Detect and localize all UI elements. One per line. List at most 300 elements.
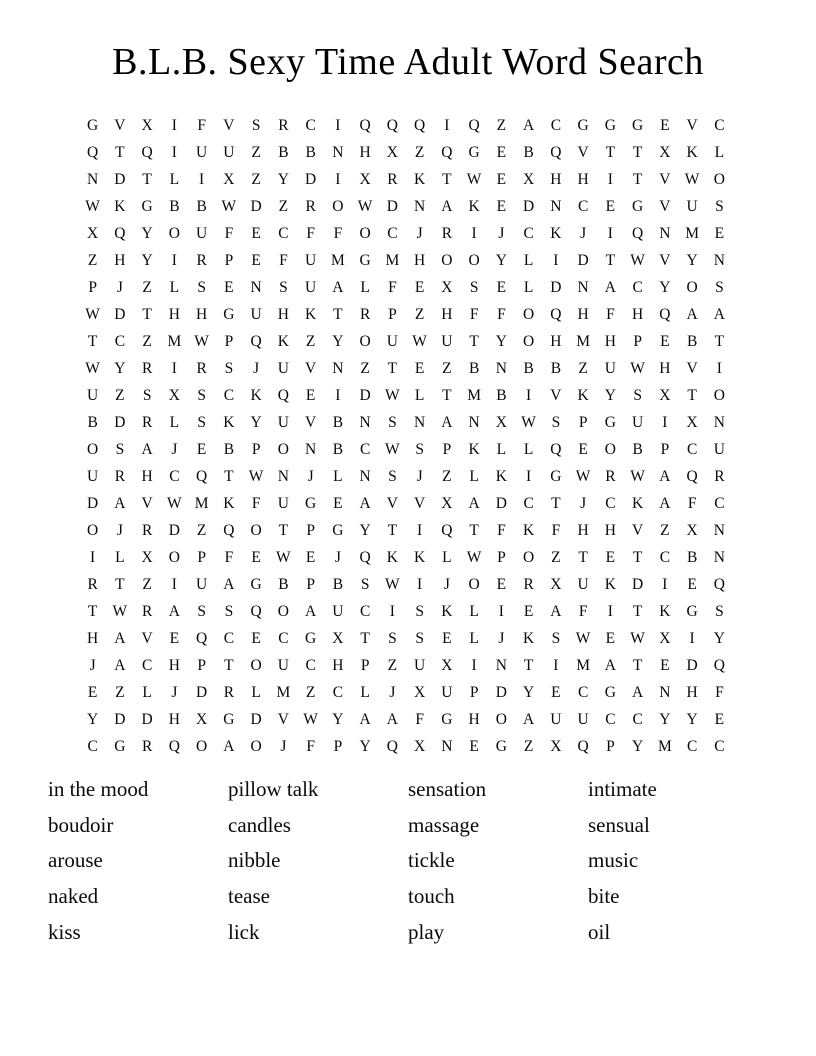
- grid-letter-r12-c18: S: [551, 413, 561, 431]
- grid-letter-r4-c13: N: [414, 197, 426, 215]
- grid-letter-r24-c12: Q: [386, 737, 398, 755]
- grid-letter-r5-c1: X: [87, 224, 99, 242]
- grid-letter-r12-c6: K: [223, 413, 235, 431]
- grid-letter-r14-c16: K: [495, 467, 507, 485]
- grid-letter-r21-c8: U: [277, 656, 289, 674]
- grid-letter-r7-c18: D: [550, 278, 562, 296]
- grid-letter-r9-c12: U: [386, 332, 398, 350]
- grid-letter-r11-c20: Y: [604, 386, 616, 404]
- grid-letter-r20-c12: S: [388, 629, 397, 647]
- word-list-column-4: [588, 772, 768, 950]
- grid-letter-r2-c14: Q: [441, 143, 453, 161]
- grid-letter-r14-c14: Z: [442, 467, 452, 485]
- grid-letter-r4-c18: N: [550, 197, 562, 215]
- grid-letter-r14-c11: N: [359, 467, 371, 485]
- grid-letter-r19-c6: S: [224, 602, 234, 620]
- grid-letter-r17-c22: C: [659, 548, 671, 566]
- grid-letter-r20-c20: E: [605, 629, 616, 647]
- grid-letter-r5-c3: Y: [141, 224, 153, 242]
- grid-letter-r17-c2: L: [115, 548, 125, 566]
- grid-letter-r13-c9: N: [305, 440, 317, 458]
- grid-letter-r22-c6: R: [223, 683, 235, 701]
- grid-letter-r4-c2: K: [114, 197, 126, 215]
- grid-letter-r3-c17: X: [523, 170, 535, 188]
- grid-letter-r23-c15: H: [468, 710, 480, 728]
- grid-letter-r3-c16: E: [496, 170, 507, 188]
- grid-letter-r6-c10: M: [330, 251, 345, 269]
- grid-letter-r2-c21: T: [632, 143, 643, 161]
- grid-letter-r12-c19: P: [578, 413, 588, 431]
- grid-letter-r24-c14: N: [441, 737, 453, 755]
- word-item-bite: bite: [588, 884, 620, 909]
- grid-letter-r1-c17: A: [523, 116, 535, 134]
- grid-letter-r4-c17: D: [523, 197, 535, 215]
- grid-letter-r7-c11: L: [360, 278, 370, 296]
- grid-letter-r12-c2: D: [114, 413, 126, 431]
- grid-letter-r12-c15: N: [468, 413, 480, 431]
- grid-letter-r15-c1: D: [87, 494, 99, 512]
- grid-letter-r3-c21: T: [632, 170, 643, 188]
- grid-letter-r15-c4: W: [167, 494, 182, 512]
- grid-letter-r8-c15: F: [469, 305, 479, 323]
- grid-letter-r6-c6: P: [224, 251, 234, 269]
- grid-letter-r6-c5: R: [196, 251, 207, 269]
- word-item-candles: candles: [228, 812, 291, 837]
- grid-letter-r14-c3: H: [141, 467, 153, 485]
- grid-letter-r9-c11: O: [359, 332, 371, 350]
- grid-letter-r16-c6: Q: [223, 521, 235, 539]
- grid-letter-r8-c14: H: [441, 305, 453, 323]
- grid-letter-r17-c8: W: [276, 548, 291, 566]
- grid-letter-r1-c21: G: [632, 116, 644, 134]
- grid-letter-r4-c21: G: [632, 197, 644, 215]
- grid-letter-r2-c20: T: [605, 143, 616, 161]
- grid-letter-r7-c16: E: [496, 278, 507, 296]
- grid-letter-r2-c16: E: [496, 143, 507, 161]
- grid-letter-r20-c23: I: [689, 629, 695, 647]
- grid-letter-r17-c21: T: [632, 548, 643, 566]
- grid-letter-r6-c7: E: [251, 251, 261, 269]
- grid-letter-r15-c12: V: [386, 494, 398, 512]
- grid-letter-r24-c18: X: [550, 737, 562, 755]
- grid-letter-r23-c23: Y: [686, 710, 698, 728]
- grid-letter-r4-c10: O: [332, 197, 344, 215]
- grid-letter-r16-c19: H: [577, 521, 589, 539]
- grid-letter-r9-c1: T: [87, 332, 98, 350]
- word-item-sensation: sensation: [408, 777, 487, 802]
- grid-letter-r23-c24: E: [714, 710, 725, 728]
- grid-letter-r17-c6: F: [224, 548, 234, 566]
- grid-letter-r17-c18: Z: [551, 548, 561, 566]
- grid-letter-r1-c7: S: [251, 116, 261, 134]
- grid-letter-r15-c7: F: [251, 494, 261, 512]
- grid-letter-r3-c10: I: [335, 170, 341, 188]
- grid-letter-r15-c5: M: [194, 494, 209, 512]
- grid-letter-r20-c21: W: [630, 629, 645, 647]
- grid-letter-r18-c24: Q: [713, 575, 725, 593]
- grid-letter-r15-c21: K: [632, 494, 644, 512]
- grid-letter-r22-c24: F: [715, 683, 724, 701]
- grid-letter-r16-c10: G: [332, 521, 344, 539]
- grid-letter-r14-c12: S: [388, 467, 397, 485]
- grid-letter-r1-c12: Q: [386, 116, 398, 134]
- grid-letter-r16-c24: N: [713, 521, 725, 539]
- grid-letter-r19-c11: C: [359, 602, 371, 620]
- grid-letter-r6-c15: O: [468, 251, 480, 269]
- grid-letter-r1-c3: X: [141, 116, 153, 134]
- grid-letter-r15-c20: C: [605, 494, 616, 512]
- grid-letter-r22-c16: D: [495, 683, 507, 701]
- grid-letter-r13-c22: P: [660, 440, 670, 458]
- grid-letter-r3-c18: H: [550, 170, 562, 188]
- grid-letter-r3-c19: H: [577, 170, 589, 188]
- grid-letter-r14-c8: N: [277, 467, 289, 485]
- grid-letter-r14-c2: R: [114, 467, 126, 485]
- grid-letter-r22-c1: E: [87, 683, 98, 701]
- grid-letter-r13-c15: K: [468, 440, 480, 458]
- grid-letter-r24-c5: O: [196, 737, 208, 755]
- grid-letter-r12-c17: W: [521, 413, 536, 431]
- grid-letter-r16-c2: J: [116, 521, 123, 539]
- word-item-play: play: [408, 919, 445, 944]
- grid-letter-r8-c12: P: [388, 305, 397, 323]
- word-item-intimate: intimate: [588, 777, 657, 802]
- grid-letter-r19-c3: R: [141, 602, 153, 620]
- grid-letter-r12-c14: A: [441, 413, 453, 431]
- grid-letter-r1-c5: F: [197, 116, 206, 134]
- grid-letter-r3-c11: X: [359, 170, 371, 188]
- grid-letter-r6-c21: W: [630, 251, 645, 269]
- grid-letter-r9-c23: B: [686, 332, 698, 350]
- grid-letter-r1-c13: Q: [414, 116, 426, 134]
- grid-letter-r6-c17: L: [523, 251, 534, 269]
- grid-letter-r10-c15: B: [468, 359, 480, 377]
- grid-letter-r10-c4: I: [171, 359, 177, 377]
- grid-letter-r19-c22: K: [659, 602, 671, 620]
- grid-letter-r24-c15: E: [469, 737, 479, 755]
- grid-letter-r15-c17: C: [523, 494, 534, 512]
- grid-letter-r5-c10: F: [333, 224, 343, 242]
- grid-letter-r19-c12: I: [389, 602, 395, 620]
- word-item-massage: massage: [408, 812, 480, 837]
- grid-letter-r21-c6: T: [224, 656, 234, 674]
- grid-letter-r19-c17: E: [523, 602, 534, 620]
- grid-letter-r4-c23: U: [686, 197, 698, 215]
- grid-letter-r1-c1: G: [87, 116, 99, 134]
- grid-letter-r4-c11: W: [357, 197, 373, 215]
- grid-letter-r4-c5: B: [196, 197, 207, 215]
- grid-letter-r16-c23: X: [686, 521, 698, 539]
- grid-letter-r17-c11: Q: [359, 548, 371, 566]
- grid-letter-r21-c1: J: [89, 656, 96, 674]
- grid-letter-r12-c22: I: [662, 413, 668, 431]
- grid-letter-r17-c17: O: [523, 548, 535, 566]
- grid-letter-r8-c4: H: [168, 305, 180, 323]
- grid-letter-r14-c18: G: [550, 467, 562, 485]
- word-item-touch: touch: [408, 884, 455, 909]
- grid-letter-r14-c17: I: [526, 467, 532, 485]
- grid-letter-r13-c12: W: [385, 440, 400, 458]
- grid-letter-r9-c3: Z: [142, 332, 152, 350]
- grid-letter-r9-c5: W: [194, 332, 209, 350]
- grid-letter-r2-c11: H: [359, 143, 371, 161]
- grid-letter-r7-c8: S: [279, 278, 288, 296]
- grid-letter-r9-c14: U: [441, 332, 453, 350]
- grid-letter-r6-c1: Z: [87, 251, 98, 269]
- grid-letter-r8-c22: Q: [659, 305, 671, 323]
- word-item-music: music: [588, 848, 639, 873]
- grid-letter-r1-c15: Q: [468, 116, 480, 134]
- grid-letter-r14-c23: Q: [686, 467, 698, 485]
- grid-letter-r1-c14: I: [444, 116, 450, 134]
- grid-letter-r24-c16: G: [495, 737, 507, 755]
- grid-letter-r9-c24: T: [714, 332, 725, 350]
- grid-letter-r23-c1: Y: [87, 710, 99, 728]
- grid-letter-r3-c24: O: [713, 170, 725, 188]
- grid-letter-r3-c4: L: [169, 170, 180, 188]
- grid-letter-r20-c11: T: [360, 629, 370, 647]
- word-item-kiss: kiss: [48, 919, 81, 944]
- word-item-arouse: arouse: [48, 848, 103, 873]
- grid-letter-r17-c14: L: [442, 548, 452, 566]
- grid-letter-r23-c4: H: [168, 710, 180, 728]
- grid-letter-r7-c7: N: [250, 278, 262, 296]
- grid-letter-r3-c8: Y: [277, 170, 289, 188]
- grid-letter-r18-c10: B: [332, 575, 344, 593]
- grid-letter-r14-c9: J: [307, 467, 314, 485]
- grid-letter-r18-c8: B: [278, 575, 289, 593]
- grid-letter-r17-c1: I: [90, 548, 96, 566]
- grid-letter-r4-c6: W: [221, 197, 237, 215]
- grid-letter-r21-c7: O: [250, 656, 262, 674]
- grid-letter-r5-c14: R: [441, 224, 453, 242]
- grid-letter-r19-c13: S: [415, 602, 424, 620]
- grid-letter-r17-c19: T: [578, 548, 588, 566]
- grid-letter-r4-c22: V: [659, 197, 671, 215]
- grid-letter-r10-c3: R: [141, 359, 153, 377]
- word-list-column-2: [228, 772, 408, 950]
- grid-letter-r14-c19: W: [575, 467, 591, 485]
- grid-letter-r16-c12: T: [387, 521, 398, 539]
- grid-letter-r21-c13: U: [414, 656, 426, 674]
- grid-letter-r18-c18: X: [550, 575, 562, 593]
- grid-letter-r22-c20: G: [604, 683, 616, 701]
- grid-letter-r5-c4: O: [168, 224, 180, 242]
- grid-letter-r3-c13: K: [414, 170, 426, 188]
- grid-letter-r18-c9: P: [306, 575, 315, 593]
- grid-letter-r22-c4: J: [171, 683, 178, 701]
- grid-letter-r17-c5: P: [197, 548, 206, 566]
- grid-letter-r20-c6: C: [223, 629, 235, 647]
- grid-letter-r17-c12: K: [386, 548, 398, 566]
- grid-letter-r12-c21: U: [632, 413, 644, 431]
- grid-letter-r19-c15: L: [469, 602, 479, 620]
- grid-letter-r22-c7: L: [251, 683, 261, 701]
- grid-letter-r14-c10: L: [333, 467, 343, 485]
- grid-letter-r23-c20: C: [605, 710, 616, 728]
- grid-letter-r17-c9: E: [305, 548, 316, 566]
- grid-letter-r5-c18: K: [550, 224, 562, 242]
- grid-letter-r7-c5: S: [197, 278, 206, 296]
- grid-letter-r7-c22: Y: [659, 278, 671, 296]
- grid-letter-r20-c13: S: [415, 629, 424, 647]
- grid-letter-r22-c18: E: [551, 683, 561, 701]
- grid-letter-r17-c20: E: [605, 548, 616, 566]
- grid-letter-r12-c7: Y: [250, 413, 262, 431]
- grid-letter-r18-c15: O: [468, 575, 480, 593]
- grid-letter-r8-c20: F: [606, 305, 615, 323]
- grid-letter-r6-c12: M: [385, 251, 400, 269]
- grid-letter-r21-c22: E: [660, 656, 670, 674]
- grid-letter-r16-c9: P: [306, 521, 315, 539]
- grid-letter-r6-c13: H: [414, 251, 426, 269]
- grid-letter-r2-c10: N: [332, 143, 344, 161]
- grid-letter-r11-c7: K: [250, 386, 262, 404]
- grid-letter-r23-c16: O: [495, 710, 507, 728]
- grid-letter-r22-c17: Y: [523, 683, 535, 701]
- grid-letter-r24-c21: Y: [632, 737, 644, 755]
- grid-letter-r10-c24: I: [716, 359, 722, 377]
- grid-letter-r7-c20: A: [604, 278, 616, 296]
- grid-letter-r24-c1: C: [87, 737, 98, 755]
- grid-letter-r17-c4: O: [168, 548, 180, 566]
- grid-letter-r2-c9: B: [305, 143, 316, 161]
- grid-letter-r13-c13: S: [415, 440, 424, 458]
- grid-letter-r2-c13: Z: [414, 143, 425, 161]
- grid-letter-r10-c20: U: [604, 359, 616, 377]
- grid-letter-r5-c11: O: [359, 224, 371, 242]
- grid-letter-r21-c11: P: [360, 656, 370, 674]
- grid-letter-r14-c7: W: [248, 467, 264, 485]
- grid-letter-r8-c23: A: [686, 305, 698, 323]
- grid-letter-r21-c5: P: [197, 656, 206, 674]
- grid-letter-r21-c14: X: [441, 656, 453, 674]
- grid-letter-r6-c16: Y: [495, 251, 507, 269]
- grid-letter-r13-c16: L: [496, 440, 507, 458]
- grid-letter-r19-c1: T: [87, 602, 98, 620]
- grid-letter-r13-c1: O: [87, 440, 99, 458]
- grid-letter-r8-c5: H: [196, 305, 208, 323]
- grid-letter-r7-c17: L: [523, 278, 534, 296]
- grid-letter-r12-c8: U: [277, 413, 289, 431]
- grid-letter-r11-c19: K: [577, 386, 589, 404]
- grid-letter-r5-c22: N: [659, 224, 671, 242]
- grid-letter-r23-c9: W: [303, 710, 318, 728]
- grid-letter-r6-c8: F: [279, 251, 288, 269]
- grid-letter-r24-c11: Y: [359, 737, 371, 755]
- grid-letter-r16-c15: T: [469, 521, 479, 539]
- word-list: [48, 772, 778, 950]
- grid-letter-r4-c12: D: [386, 197, 398, 215]
- grid-letter-r11-c21: S: [633, 386, 642, 404]
- grid-letter-r15-c11: A: [359, 494, 371, 512]
- grid-letter-r3-c12: R: [387, 170, 398, 188]
- grid-letter-r24-c3: R: [141, 737, 153, 755]
- grid-letter-r20-c10: X: [332, 629, 344, 647]
- grid-letter-r11-c2: Z: [115, 386, 125, 404]
- grid-letter-r7-c23: O: [686, 278, 698, 296]
- grid-letter-r21-c15: I: [471, 656, 477, 674]
- grid-letter-r18-c22: I: [662, 575, 668, 593]
- grid-letter-r17-c7: E: [251, 548, 261, 566]
- grid-letter-r23-c5: X: [196, 710, 208, 728]
- grid-letter-r18-c1: R: [87, 575, 98, 593]
- grid-letter-r15-c22: A: [659, 494, 671, 512]
- grid-letter-r13-c18: Q: [550, 440, 562, 458]
- grid-letter-r22-c9: Z: [305, 683, 316, 701]
- grid-letter-r18-c3: Z: [142, 575, 152, 593]
- grid-letter-r19-c19: F: [578, 602, 588, 620]
- grid-letter-r11-c8: Q: [277, 386, 289, 404]
- grid-letter-r15-c23: F: [687, 494, 697, 512]
- grid-letter-r12-c12: S: [388, 413, 397, 431]
- grid-letter-r9-c17: O: [523, 332, 535, 350]
- grid-letter-r6-c23: Y: [686, 251, 698, 269]
- grid-letter-r9-c21: P: [633, 332, 642, 350]
- grid-letter-r22-c2: Z: [115, 683, 125, 701]
- grid-letter-r18-c5: U: [196, 575, 208, 593]
- grid-letter-r12-c1: B: [87, 413, 98, 431]
- grid-letter-r21-c20: A: [604, 656, 616, 674]
- word-list-column-1: [48, 772, 228, 950]
- grid-letter-r6-c14: O: [441, 251, 453, 269]
- grid-letter-r19-c20: I: [607, 602, 613, 620]
- grid-letter-r10-c10: N: [332, 359, 344, 377]
- grid-letter-r15-c8: U: [277, 494, 289, 512]
- grid-letter-r4-c8: Z: [278, 197, 289, 215]
- grid-letter-r12-c20: G: [604, 413, 616, 431]
- grid-letter-r10-c7: J: [253, 359, 260, 377]
- grid-letter-r4-c4: B: [169, 197, 180, 215]
- grid-letter-r18-c19: U: [577, 575, 589, 593]
- grid-letter-r21-c16: N: [495, 656, 507, 674]
- grid-letter-r5-c24: E: [714, 224, 725, 242]
- grid-letter-r7-c1: P: [88, 278, 97, 296]
- grid-letter-r2-c23: K: [686, 143, 698, 161]
- grid-letter-r4-c20: E: [605, 197, 616, 215]
- grid-letter-r24-c23: C: [686, 737, 698, 755]
- grid-letter-r12-c13: N: [414, 413, 426, 431]
- grid-letter-r4-c16: E: [496, 197, 507, 215]
- grid-letter-r14-c13: J: [416, 467, 423, 485]
- grid-letter-r2-c4: I: [171, 143, 177, 161]
- grid-letter-r8-c6: G: [223, 305, 235, 323]
- grid-letter-r7-c14: X: [441, 278, 453, 296]
- grid-letter-r2-c2: T: [115, 143, 125, 161]
- grid-letter-r10-c6: S: [224, 359, 234, 377]
- grid-letter-r13-c20: O: [604, 440, 616, 458]
- grid-letter-r16-c1: O: [87, 521, 99, 539]
- grid-letter-r24-c13: X: [414, 737, 426, 755]
- grid-letter-r11-c13: L: [414, 386, 425, 404]
- word-item-tickle: tickle: [408, 848, 455, 873]
- grid-letter-r4-c1: W: [85, 197, 100, 215]
- grid-letter-r10-c12: T: [387, 359, 398, 377]
- grid-letter-r23-c8: V: [277, 710, 289, 728]
- grid-letter-r16-c5: Z: [196, 521, 207, 539]
- grid-letter-r20-c17: K: [523, 629, 535, 647]
- grid-letter-r19-c9: A: [305, 602, 317, 620]
- grid-letter-r23-c7: D: [250, 710, 262, 728]
- grid-letter-r16-c14: Q: [441, 521, 453, 539]
- grid-letter-r3-c7: Z: [251, 170, 261, 188]
- grid-letter-r17-c16: P: [497, 548, 506, 566]
- grid-letter-r23-c3: D: [141, 710, 153, 728]
- grid-letter-r11-c16: B: [496, 386, 507, 404]
- grid-letter-r13-c5: E: [196, 440, 207, 458]
- grid-letter-r15-c16: D: [495, 494, 507, 512]
- grid-letter-r14-c15: L: [469, 467, 479, 485]
